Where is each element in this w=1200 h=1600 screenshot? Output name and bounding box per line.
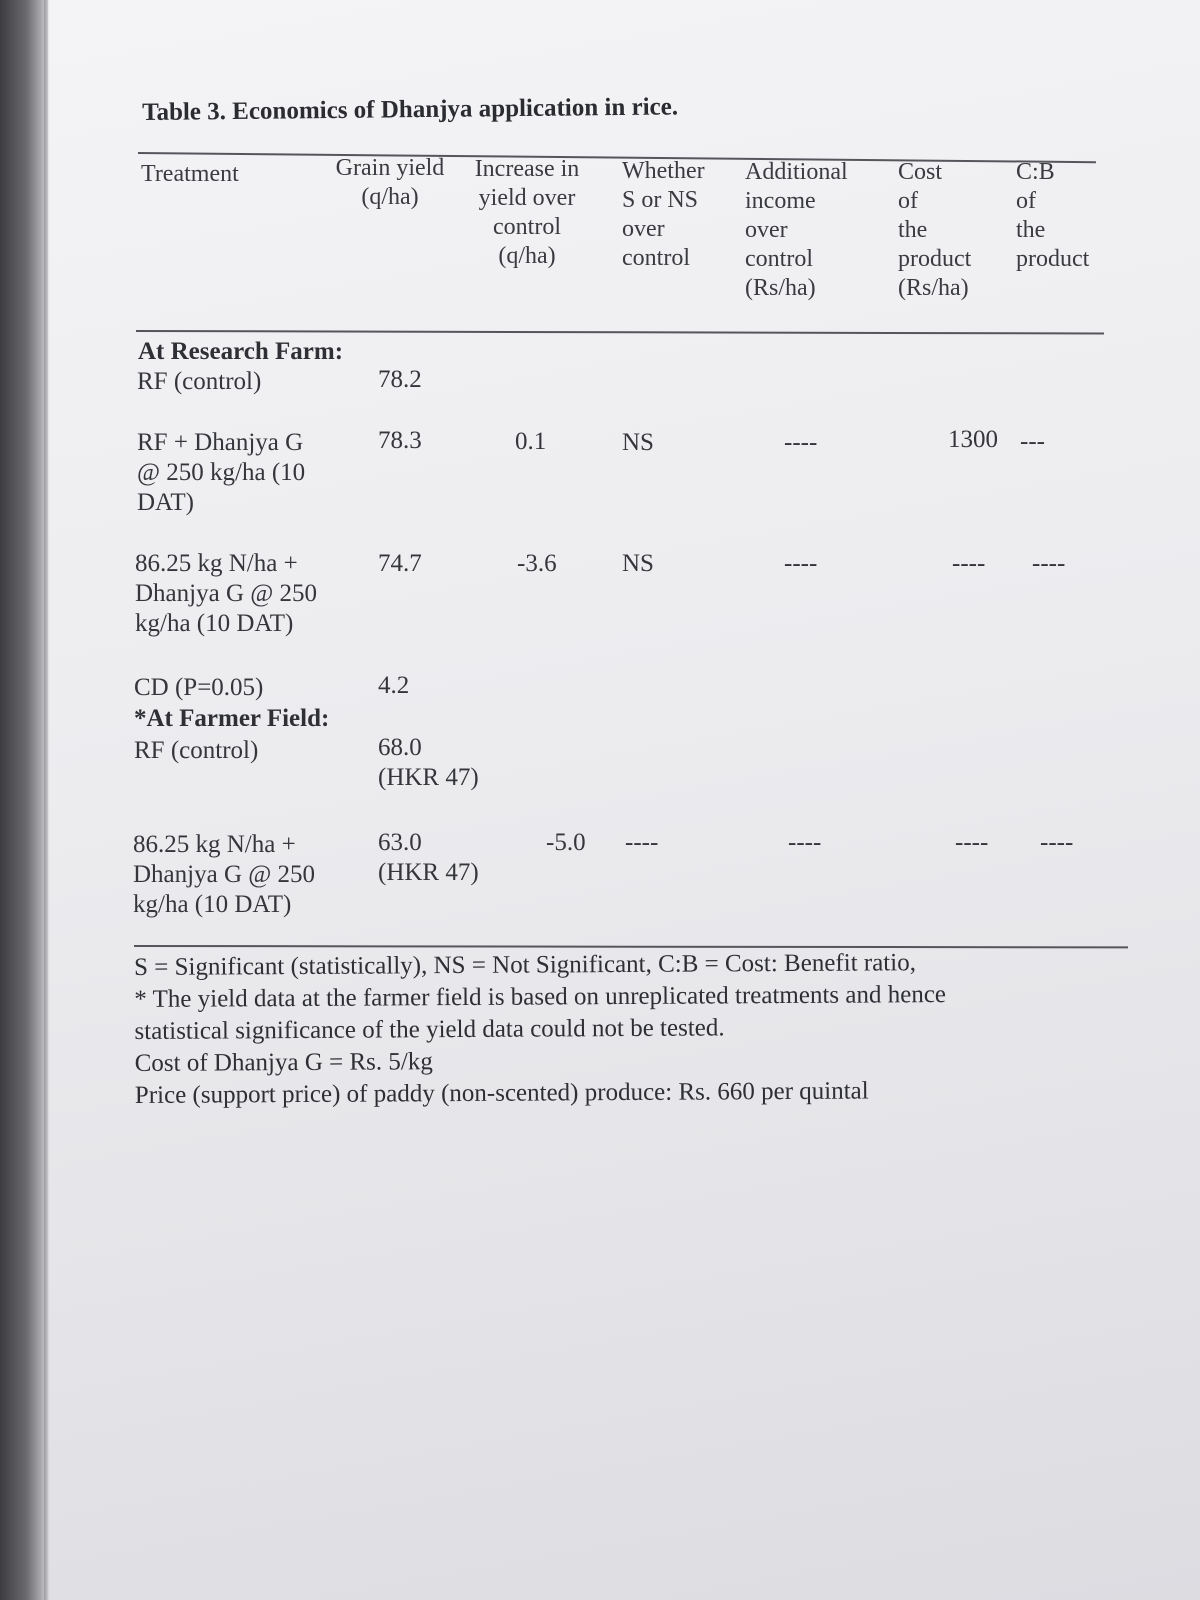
footnote-farmer-field: * The yield data at the farmer field is based on unreplicated treatments and hence bbox=[134, 981, 947, 1013]
cost-cell: 1300 bbox=[948, 426, 998, 453]
section-farmer-field: *At Farmer Field: bbox=[134, 705, 330, 732]
significance-cell: ---- bbox=[625, 829, 659, 856]
footnotes bbox=[134, 947, 947, 1112]
significance-cell: NS bbox=[622, 550, 654, 577]
additional-income-cell: ---- bbox=[784, 550, 818, 577]
header-cost-of-product: Cost of the product (Rs/ha) bbox=[898, 159, 972, 301]
cb-ratio-cell: ---- bbox=[1032, 550, 1066, 577]
table-bottom-rule bbox=[134, 945, 1128, 948]
grain-yield-cell: 63.0 (HKR 47) bbox=[378, 829, 479, 886]
footnote-product-cost: Cost of Dhanjya G = Rs. 5/kg bbox=[134, 1048, 433, 1077]
grain-yield-cell: 68.0 (HKR 47) bbox=[378, 734, 479, 791]
header-additional-income: Additional income over control (Rs/ha) bbox=[745, 159, 848, 301]
grain-yield-cell: 78.3 bbox=[378, 427, 422, 454]
table-title: Table 3. Economics of Dhanjya application in rice. bbox=[141, 93, 679, 126]
grain-yield-cell: 4.2 bbox=[378, 672, 410, 699]
significance-cell: NS bbox=[622, 429, 654, 456]
cb-ratio-cell: --- bbox=[1020, 428, 1045, 455]
treatment-cell: RF (control) bbox=[134, 737, 259, 764]
grain-yield-cell: 78.2 bbox=[378, 366, 422, 393]
increase-cell: -5.0 bbox=[546, 829, 586, 856]
additional-income-cell: ---- bbox=[784, 429, 818, 456]
increase-cell: -3.6 bbox=[517, 550, 557, 577]
treatment-cell: 86.25 kg N/ha + Dhanjya G @ 250 kg/ha (10 DAT) bbox=[133, 831, 316, 918]
header-cb-ratio: C:B of the product bbox=[1016, 159, 1090, 272]
header-increase-in-yield: Increase in yield over control (q/ha) bbox=[474, 156, 580, 269]
treatment-cell: CD (P=0.05) bbox=[134, 674, 264, 701]
footnote-paddy-price: Price (support price) of paddy (non-scented) produce: Rs. 660 per quintal bbox=[134, 1077, 869, 1109]
header-bottom-rule bbox=[136, 330, 1104, 335]
grain-yield-cell: 74.7 bbox=[378, 550, 422, 577]
treatment-cell: 86.25 kg N/ha + Dhanjya G @ 250 kg/ha (10 DAT) bbox=[135, 550, 318, 637]
treatment-cell: RF + Dhanjya G @ 250 kg/ha (10 DAT) bbox=[137, 429, 306, 516]
additional-income-cell: ---- bbox=[788, 829, 822, 856]
increase-cell: 0.1 bbox=[515, 428, 547, 455]
cb-ratio-cell: ---- bbox=[1040, 829, 1074, 856]
cost-cell: ---- bbox=[955, 829, 989, 856]
footnote-abbreviations: S = Significant (statistically), NS = Not Significant, C:B = Cost: Benefit ratio, bbox=[134, 949, 916, 981]
header-whether-s-or-ns: Whether S or NS over control bbox=[622, 158, 705, 271]
header-treatment: Treatment bbox=[141, 161, 239, 187]
footnote-farmer-field-cont: statistical significance of the yield data could not be tested. bbox=[134, 1014, 725, 1045]
section-research-farm: At Research Farm: bbox=[138, 338, 344, 365]
header-grain-yield: Grain yield (q/ha) bbox=[335, 155, 445, 210]
cost-cell: ---- bbox=[952, 550, 986, 577]
treatment-cell: RF (control) bbox=[137, 368, 262, 395]
